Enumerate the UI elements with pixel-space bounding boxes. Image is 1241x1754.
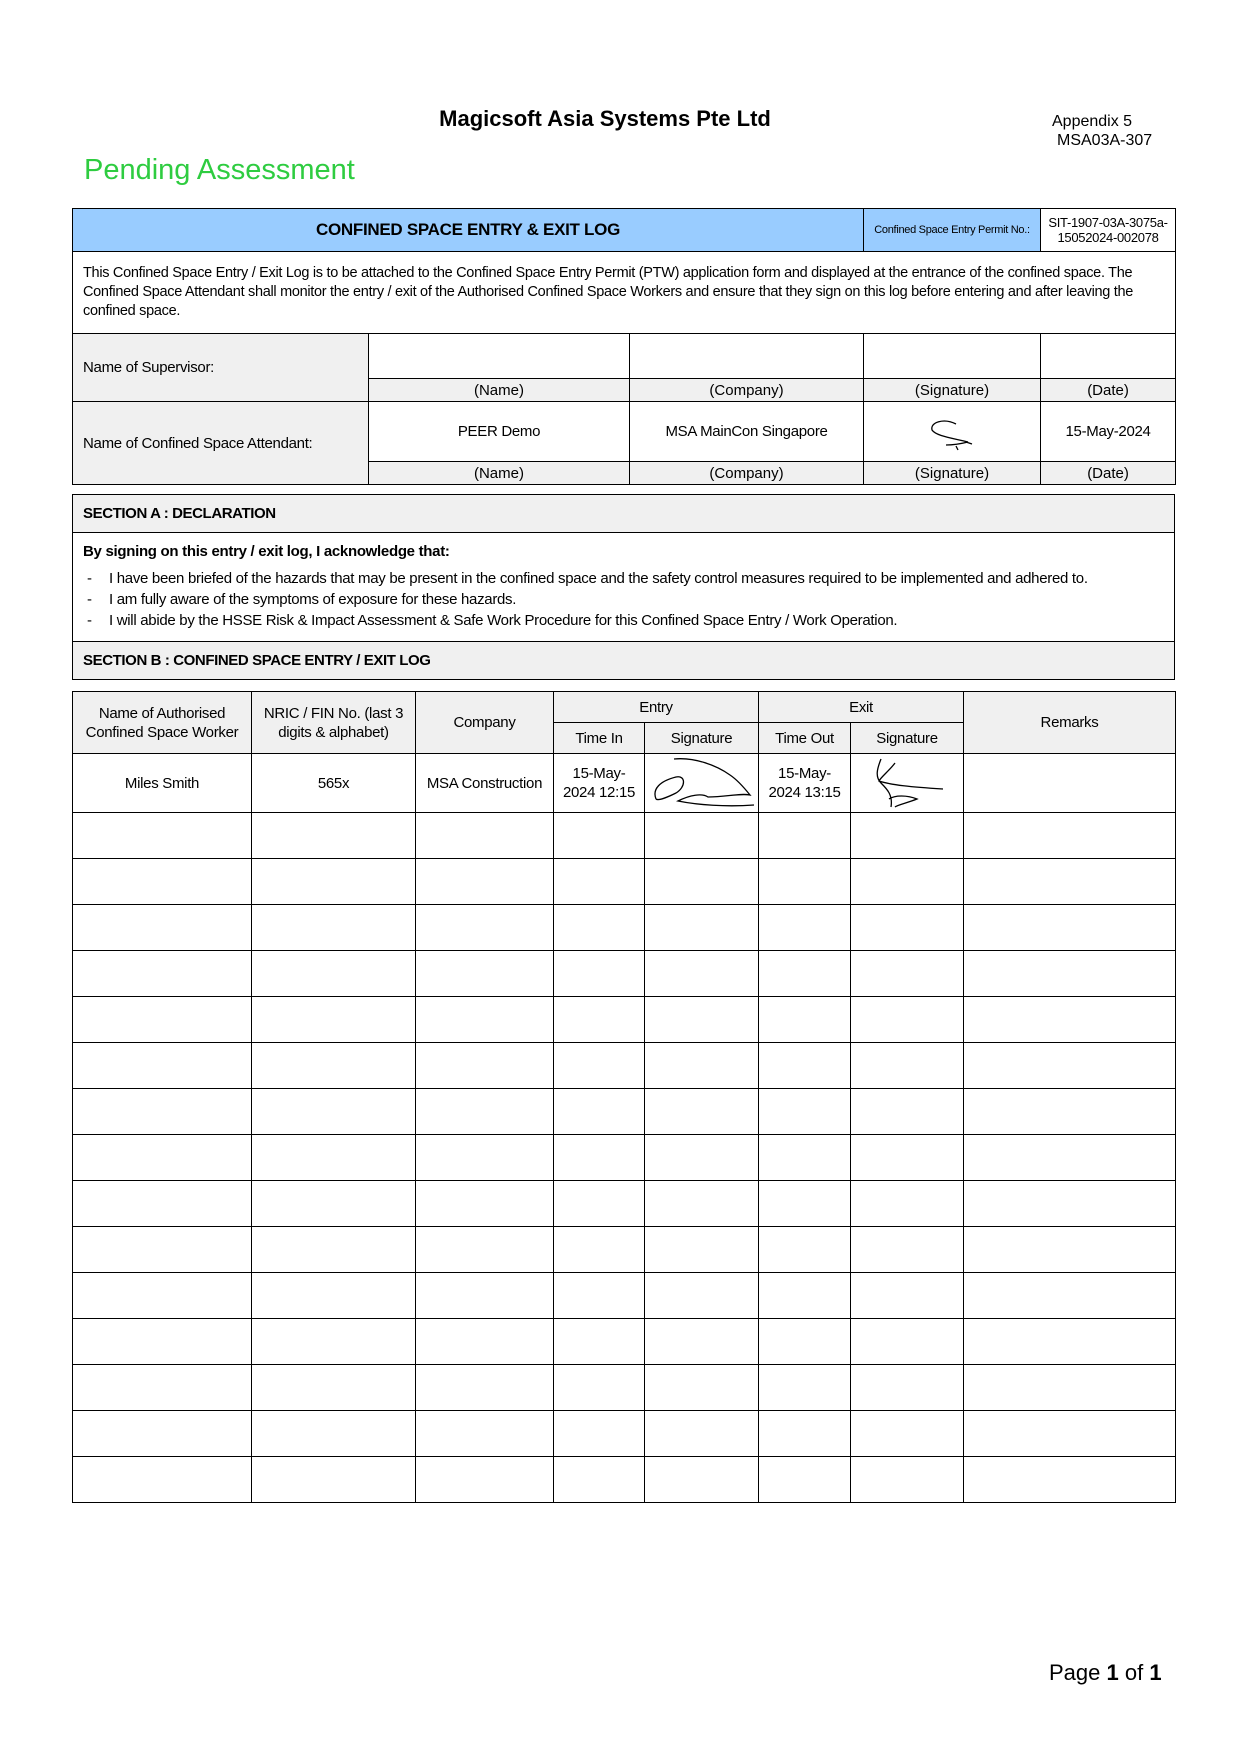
remarks-cell[interactable] [964, 813, 1176, 859]
time-out-cell[interactable] [759, 1319, 851, 1365]
time-out-cell[interactable] [759, 1365, 851, 1411]
nric-cell[interactable] [252, 1273, 416, 1319]
signature-out-cell[interactable] [851, 754, 964, 813]
time-out-cell[interactable] [759, 1273, 851, 1319]
signature-out-cell[interactable] [851, 1273, 964, 1319]
company-cell[interactable] [416, 813, 554, 859]
entry-signature-image [646, 755, 758, 811]
time-in-cell[interactable] [554, 997, 645, 1043]
company-cell[interactable] [416, 1273, 554, 1319]
attendant-date[interactable]: 15-May-2024 [1041, 402, 1176, 462]
signature-in-cell[interactable] [645, 754, 759, 813]
company-cell[interactable] [416, 1181, 554, 1227]
signature-out-cell[interactable] [851, 1365, 964, 1411]
time-in-cell[interactable] [554, 1365, 645, 1411]
remarks-cell[interactable] [964, 1089, 1176, 1135]
declaration-list [83, 568, 1164, 631]
signature-out-cell[interactable] [851, 813, 964, 859]
col-company-caption: (Company) [630, 462, 864, 485]
remarks-cell[interactable] [964, 951, 1176, 997]
remarks-cell[interactable] [964, 997, 1176, 1043]
time-in-cell[interactable] [554, 1135, 645, 1181]
table-row [73, 1089, 1176, 1135]
attendant-company[interactable]: MSA MainCon Singapore [630, 402, 864, 462]
time-in-cell[interactable] [554, 1043, 645, 1089]
company-cell[interactable] [416, 951, 554, 997]
signature-out-cell[interactable] [851, 1089, 964, 1135]
time-out-cell[interactable] [759, 1227, 851, 1273]
signature-in-cell[interactable] [645, 997, 759, 1043]
time-out-cell[interactable] [759, 859, 851, 905]
time-out-cell[interactable] [759, 1043, 851, 1089]
table-row [73, 1273, 1176, 1319]
company-cell[interactable] [416, 905, 554, 951]
time-in-cell[interactable] [554, 1089, 645, 1135]
signature-in-cell[interactable] [645, 1411, 759, 1457]
worker-name-cell[interactable] [73, 905, 252, 951]
nric-cell[interactable] [252, 997, 416, 1043]
permit-info-table [72, 208, 1176, 485]
section-b-title: SECTION B : CONFINED SPACE ENTRY / EXIT LOG [73, 642, 1175, 680]
nric-cell[interactable] [252, 1043, 416, 1089]
time-in-cell[interactable] [554, 905, 645, 951]
signature-out-cell[interactable] [851, 905, 964, 951]
worker-name-cell[interactable] [73, 1089, 252, 1135]
worker-name-cell[interactable] [73, 1135, 252, 1181]
table-row [73, 1043, 1176, 1089]
signature-in-cell[interactable] [645, 1227, 759, 1273]
col-signature-caption: (Signature) [864, 379, 1041, 402]
declaration-lead: By signing on this entry / exit log, I acknowledge that: [83, 543, 450, 560]
remarks-cell[interactable] [964, 1227, 1176, 1273]
company-cell[interactable] [416, 1135, 554, 1181]
nric-cell[interactable] [252, 1365, 416, 1411]
attendant-label: Name of Confined Space Attendant: [73, 402, 369, 485]
worker-name-cell[interactable] [73, 859, 252, 905]
worker-name-cell[interactable]: Miles Smith [73, 754, 252, 813]
time-in-cell[interactable]: 15-May-2024 12:15 [554, 754, 645, 813]
table-row [73, 905, 1176, 951]
col-exit: Exit [759, 692, 964, 723]
col-signature-in: Signature [645, 723, 759, 754]
remarks-cell[interactable] [964, 1365, 1176, 1411]
col-time-in: Time In [554, 723, 645, 754]
time-in-cell[interactable] [554, 1319, 645, 1365]
time-out-cell[interactable] [759, 1457, 851, 1503]
col-nric: NRIC / FIN No. (last 3 digits & alphabet) [252, 692, 416, 754]
signature-in-cell[interactable] [645, 1273, 759, 1319]
company-cell[interactable] [416, 1319, 554, 1365]
company-cell[interactable] [416, 859, 554, 905]
company-cell[interactable] [416, 1227, 554, 1273]
time-in-cell[interactable] [554, 1227, 645, 1273]
declaration-item: - I have been briefed of the hazards that may be present in the confined space and the safety control measures required to be implemented and adhered to. [83, 568, 1164, 589]
page-number [1049, 1660, 1162, 1686]
nric-cell[interactable] [252, 1227, 416, 1273]
col-worker-name: Name of Authorised Confined Space Worker [73, 692, 252, 754]
table-row [73, 1457, 1176, 1503]
signature-in-cell[interactable] [645, 1181, 759, 1227]
company-cell[interactable] [416, 1365, 554, 1411]
table-row [73, 859, 1176, 905]
signature-in-cell[interactable] [645, 1457, 759, 1503]
signature-out-cell[interactable] [851, 1457, 964, 1503]
remarks-cell[interactable] [964, 1457, 1176, 1503]
of-word: of [1124, 1660, 1144, 1685]
signature-out-cell[interactable] [851, 951, 964, 997]
col-date-caption: (Date) [1041, 462, 1176, 485]
time-in-cell[interactable] [554, 813, 645, 859]
nric-cell[interactable]: 565x [252, 754, 416, 813]
signature-in-cell[interactable] [645, 951, 759, 997]
company-cell[interactable] [416, 1089, 554, 1135]
status-banner: Pending Assessment [84, 154, 355, 186]
col-signature-caption: (Signature) [864, 462, 1041, 485]
nric-cell[interactable] [252, 1089, 416, 1135]
worker-name-cell[interactable] [73, 1319, 252, 1365]
sections-table [72, 494, 1175, 680]
table-row [73, 1365, 1176, 1411]
company-cell[interactable] [416, 997, 554, 1043]
company-cell[interactable] [416, 1457, 554, 1503]
signature-in-cell[interactable] [645, 1319, 759, 1365]
table-row [73, 754, 1176, 813]
intro-text: This Confined Space Entry / Exit Log is to be attached to the Confined Space Entry Permit (PTW) application form and displayed at the entrance of the confined space. The Confined Space Attendant shall monitor the entry / exit of the Authorised Confined Space Workers and ensure that they sign on this log before entering and after leaving the confined space. [73, 252, 1176, 334]
declaration [73, 533, 1175, 642]
time-in-cell[interactable] [554, 1457, 645, 1503]
current-page: 1 [1106, 1660, 1119, 1685]
worker-name-cell[interactable] [73, 1411, 252, 1457]
signature-in-cell[interactable] [645, 905, 759, 951]
nric-cell[interactable] [252, 1411, 416, 1457]
document-code: MSA03A-307 [1057, 132, 1153, 149]
remarks-cell[interactable] [964, 754, 1176, 813]
col-signature-out: Signature [851, 723, 964, 754]
time-in-cell[interactable] [554, 951, 645, 997]
exit-signature-image [851, 755, 963, 811]
time-out-cell[interactable] [759, 1089, 851, 1135]
page-word: Page [1049, 1660, 1101, 1685]
signature-in-cell[interactable] [645, 1043, 759, 1089]
worker-name-cell[interactable] [73, 1181, 252, 1227]
remarks-cell[interactable] [964, 1411, 1176, 1457]
col-time-out: Time Out [759, 723, 851, 754]
worker-name-cell[interactable] [73, 813, 252, 859]
time-in-cell[interactable] [554, 1181, 645, 1227]
time-out-cell[interactable] [759, 813, 851, 859]
appendix-label: Appendix 5 [1052, 113, 1133, 130]
supervisor-company[interactable] [630, 334, 864, 379]
supervisor-label: Name of Supervisor: [73, 334, 369, 402]
time-out-cell[interactable] [759, 997, 851, 1043]
signature-in-cell[interactable] [645, 1135, 759, 1181]
signature-out-cell[interactable] [851, 1319, 964, 1365]
worker-name-cell[interactable] [73, 1043, 252, 1089]
col-entry: Entry [554, 692, 759, 723]
company-cell[interactable] [416, 1043, 554, 1089]
signature-in-cell[interactable] [645, 1365, 759, 1411]
worker-name-cell[interactable] [73, 997, 252, 1043]
supervisor-name[interactable] [369, 334, 630, 379]
table-row [73, 1319, 1176, 1365]
signature-out-cell[interactable] [851, 1135, 964, 1181]
remarks-cell[interactable] [964, 905, 1176, 951]
remarks-cell[interactable] [964, 1043, 1176, 1089]
col-name-caption: (Name) [369, 462, 630, 485]
time-out-cell[interactable] [759, 905, 851, 951]
worker-name-cell[interactable] [73, 1227, 252, 1273]
col-company-caption: (Company) [630, 379, 864, 402]
appendix-block [1052, 112, 1152, 150]
worker-name-cell[interactable] [73, 1273, 252, 1319]
time-in-cell[interactable] [554, 1273, 645, 1319]
nric-cell[interactable] [252, 1181, 416, 1227]
time-out-cell[interactable] [759, 1135, 851, 1181]
attendant-name[interactable]: PEER Demo [369, 402, 630, 462]
worker-name-cell[interactable] [73, 951, 252, 997]
time-out-cell[interactable] [759, 951, 851, 997]
nric-cell[interactable] [252, 951, 416, 997]
nric-cell[interactable] [252, 905, 416, 951]
table-row [73, 1227, 1176, 1273]
time-out-cell[interactable]: 15-May-2024 13:15 [759, 754, 851, 813]
signature-out-cell[interactable] [851, 1181, 964, 1227]
remarks-cell[interactable] [964, 1135, 1176, 1181]
table-row [73, 1135, 1176, 1181]
nric-cell[interactable] [252, 1319, 416, 1365]
table-row [73, 813, 1176, 859]
signature-in-cell[interactable] [645, 859, 759, 905]
permit-number-label: Confined Space Entry Permit No.: [864, 209, 1041, 252]
total-pages: 1 [1149, 1660, 1162, 1685]
remarks-cell[interactable] [964, 859, 1176, 905]
table-row [73, 1181, 1176, 1227]
signature-in-cell[interactable] [645, 1089, 759, 1135]
company-name: Magicsoft Asia Systems Pte Ltd [439, 106, 771, 131]
company-cell[interactable]: MSA Construction [416, 754, 554, 813]
entry-exit-log-table [72, 691, 1176, 1503]
table-row [73, 951, 1176, 997]
nric-cell[interactable] [252, 859, 416, 905]
worker-name-cell[interactable] [73, 1457, 252, 1503]
signature-out-cell[interactable] [851, 1043, 964, 1089]
col-company: Company [416, 692, 554, 754]
col-date-caption: (Date) [1041, 379, 1176, 402]
time-in-cell[interactable] [554, 1411, 645, 1457]
attendant-signature-image [912, 412, 992, 452]
time-out-cell[interactable] [759, 1411, 851, 1457]
remarks-cell[interactable] [964, 1319, 1176, 1365]
permit-number: SIT-1907-03A-3075a-15052024-002078 [1041, 209, 1176, 252]
declaration-item: - I am fully aware of the symptoms of exposure for these hazards. [83, 589, 1164, 610]
nric-cell[interactable] [252, 813, 416, 859]
supervisor-signature[interactable] [864, 334, 1041, 379]
signature-out-cell[interactable] [851, 1227, 964, 1273]
nric-cell[interactable] [252, 1135, 416, 1181]
worker-name-cell[interactable] [73, 1365, 252, 1411]
table-row [73, 997, 1176, 1043]
remarks-cell[interactable] [964, 1181, 1176, 1227]
nric-cell[interactable] [252, 1457, 416, 1503]
company-cell[interactable] [416, 1411, 554, 1457]
remarks-cell[interactable] [964, 1273, 1176, 1319]
col-name-caption: (Name) [369, 379, 630, 402]
signature-in-cell[interactable] [645, 813, 759, 859]
attendant-signature[interactable] [864, 402, 1041, 462]
signature-out-cell[interactable] [851, 1411, 964, 1457]
time-in-cell[interactable] [554, 859, 645, 905]
declaration-item: - I will abide by the HSSE Risk & Impact Assessment & Safe Work Procedure for this Confined Space Entry / Work Operation. [83, 610, 1164, 631]
section-a-title: SECTION A : DECLARATION [73, 495, 1175, 533]
signature-out-cell[interactable] [851, 859, 964, 905]
table-row [73, 1411, 1176, 1457]
supervisor-date[interactable] [1041, 334, 1176, 379]
form-title: CONFINED SPACE ENTRY & EXIT LOG [73, 209, 864, 252]
signature-out-cell[interactable] [851, 997, 964, 1043]
col-remarks: Remarks [964, 692, 1176, 754]
time-out-cell[interactable] [759, 1181, 851, 1227]
